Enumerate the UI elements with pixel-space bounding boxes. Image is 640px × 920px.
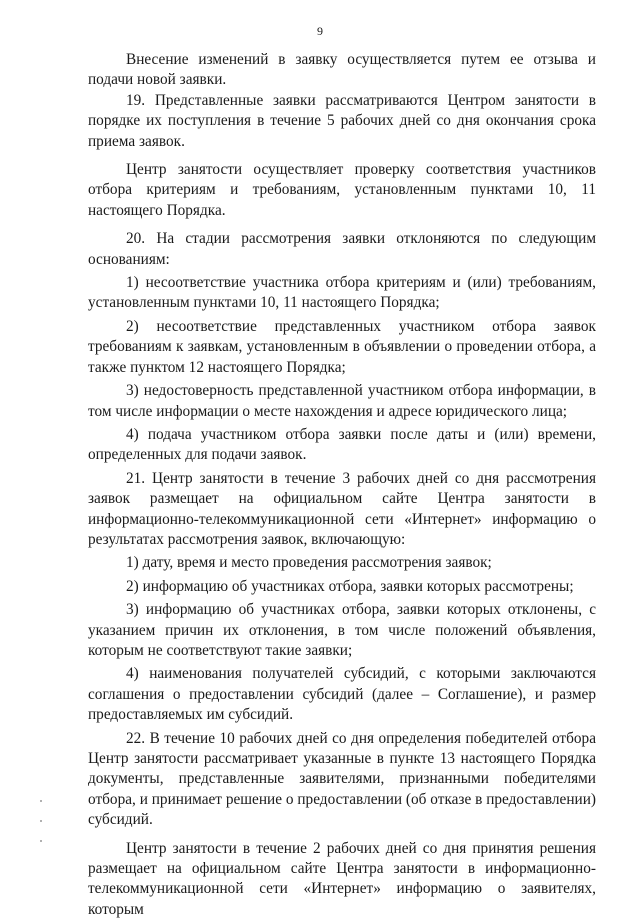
page-number: 9 xyxy=(317,24,323,38)
scan-speck xyxy=(40,840,42,842)
paragraph: 2) несоответствие представленных участником отбора заявок требованиям к заявкам, установленным в объявлении о проведении отбора, а также пунктом 12 настоящего Порядка; xyxy=(88,317,596,376)
paragraph: Центр занятости в течение 2 рабочих дней со дня принятия решения размещает на официальном сайте Центра занятости в информационно-телекоммуникационной сети «Интернет» информацию о заявителях, которым xyxy=(88,839,596,918)
paragraph: Внесение изменений в заявку осуществляется путем ее отзыва и подачи новой заявки. xyxy=(88,51,596,89)
scan-speck xyxy=(40,800,42,802)
paragraph: 2) информацию об участниках отбора, заявки которых рассмотрены; xyxy=(126,577,574,595)
paragraph: 4) наименования получателей субсидий, с которыми заключаются соглашения о предоставлении субсидий (далее – Соглашение), и размер предоставляемых им субсидий. xyxy=(88,665,596,724)
paragraph: 20. На стадии рассмотрения заявки отклоняются по следующим основаниям: xyxy=(88,230,596,268)
document-body xyxy=(88,50,596,920)
scan-speck xyxy=(40,820,42,822)
paragraph: 21. Центр занятости в течение 3 рабочих дней со дня рассмотрения заявок размещает на официальном сайте Центра занятости в информационно-телекоммуникационной сети «Интернет» информацию о результатах рассмотрения заявок, включающую: xyxy=(88,469,596,548)
paragraph: 22. В течение 10 рабочих дней со дня определения победителей отбора Центр занятости рассматривает указанные в пункте 13 настоящего Порядка документы, представленные заявителями, признанными победителями отбора, и принимает решение о предоставлении (об отказе в предоставлении) субсидий. xyxy=(88,729,596,829)
paragraph: 3) недостоверность представленной участником отбора информации, в том числе информации о месте нахождения и адресе юридического лица; xyxy=(88,382,596,420)
paragraph: Центр занятости осуществляет проверку соответствия участников отбора критериям и требованиям, установленным пунктами 10, 11 настоящего Порядка. xyxy=(88,161,596,219)
paragraph: 3) информацию об участниках отбора, заявки которых отклонены, с указанием причин их отклонения, в том числе положений объявления, которым не соответствуют такие заявки; xyxy=(88,601,596,659)
paragraph: 1) несоответствие участника отбора критериям и (или) требованиям, установленным пунктами 10, 11 настоящего Порядка; xyxy=(88,274,596,312)
paragraph: 19. Представленные заявки рассматриваются Центром занятости в порядке их поступления в течение 5 рабочих дней со дня окончания срока приема заявок. xyxy=(88,91,596,150)
paragraph: 1) дату, время и место проведения рассмотрения заявок; xyxy=(126,554,492,572)
paragraph: 4) подача участником отбора заявки после даты и (или) времени, определенных для подачи заявок. xyxy=(88,425,596,464)
